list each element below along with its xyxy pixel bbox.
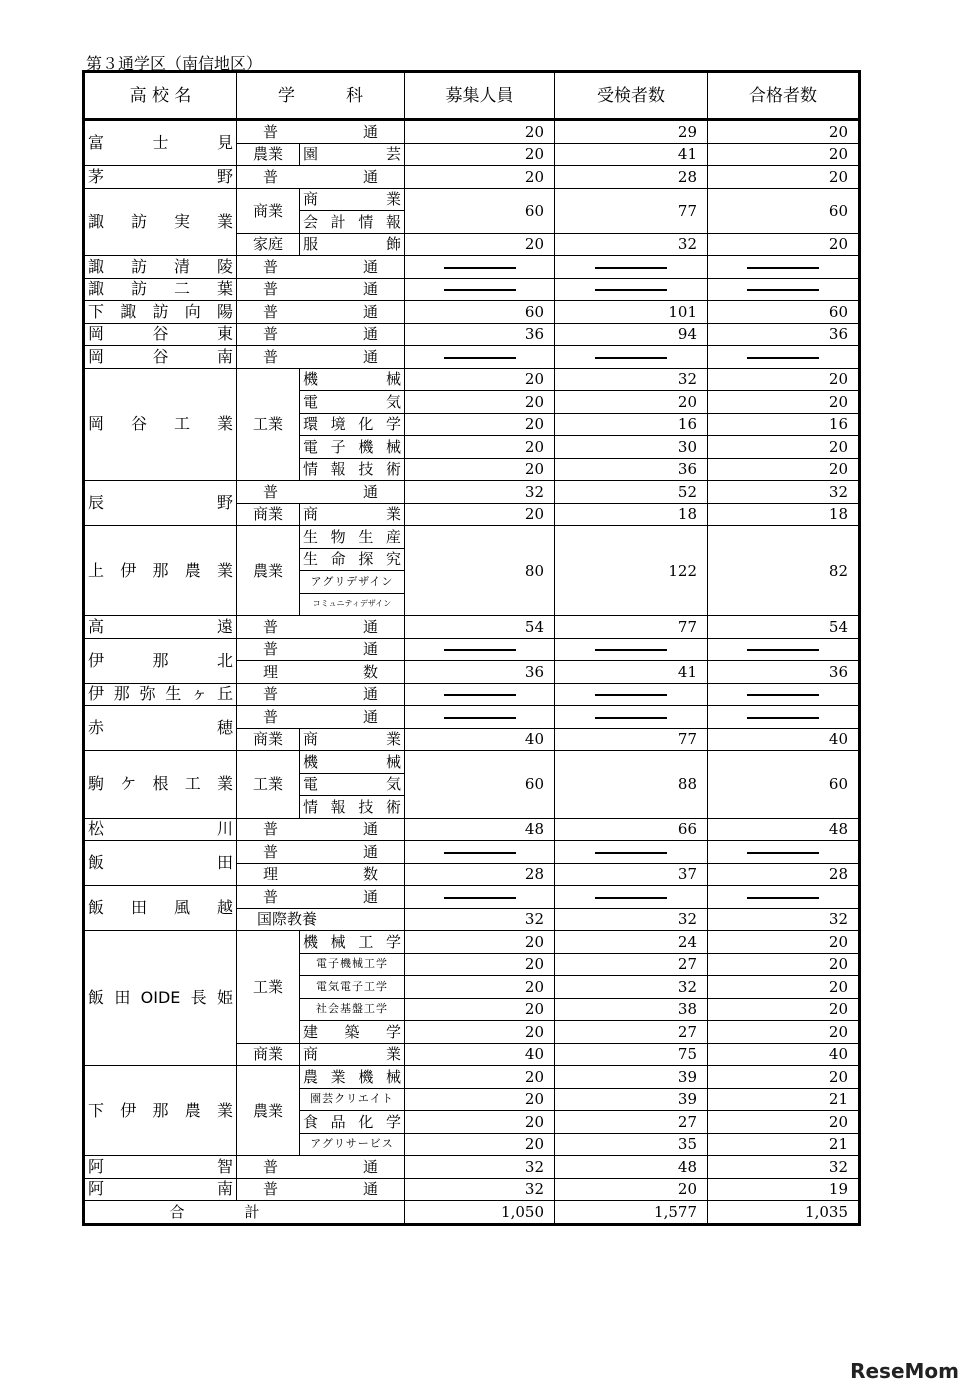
course-name: 普通 xyxy=(237,256,405,279)
applicants-value: 27 xyxy=(555,1021,708,1044)
passed-value: 40 xyxy=(708,728,860,751)
school-name: 下伊那農業 xyxy=(84,1066,237,1156)
applicants-value: 52 xyxy=(555,481,708,504)
dash-line xyxy=(595,694,667,696)
quota-value: 20 xyxy=(405,120,555,144)
applicants-value: 32 xyxy=(555,908,708,931)
quota-value: 20 xyxy=(405,503,555,526)
passed-value: 21 xyxy=(708,1088,860,1111)
quota-none xyxy=(405,256,555,279)
resemom-logo: ReseMom xyxy=(850,1359,959,1383)
dash-line xyxy=(747,357,819,359)
course-name: 普通 xyxy=(237,818,405,841)
passed-value: 60 xyxy=(708,301,860,324)
course-name: 普通 xyxy=(237,166,405,189)
school-name: 飯田風越 xyxy=(84,886,237,931)
table-row xyxy=(84,188,860,211)
applicants-none xyxy=(555,841,708,864)
passed-none xyxy=(708,346,860,369)
passed-none xyxy=(708,706,860,729)
applicants-value: 48 xyxy=(555,1156,708,1179)
applicants-value: 38 xyxy=(555,998,708,1021)
subject-name: 食品化学 xyxy=(300,1111,405,1134)
applicants-value: 32 xyxy=(555,233,708,256)
dash-line xyxy=(444,267,516,269)
quota-value: 32 xyxy=(405,1178,555,1201)
applicants-none xyxy=(555,683,708,706)
dash-line xyxy=(747,649,819,651)
course-name: 家庭 xyxy=(237,233,300,256)
applicants-value: 27 xyxy=(555,1111,708,1134)
passed-value: 20 xyxy=(708,391,860,414)
course-name: 工業 xyxy=(237,368,300,481)
quota-value: 20 xyxy=(405,436,555,459)
quota-value: 60 xyxy=(405,188,555,233)
subject-name: 機械 xyxy=(300,751,405,774)
school-name: 岡谷南 xyxy=(84,346,237,369)
school-name: 赤穂 xyxy=(84,706,237,751)
quota-value: 36 xyxy=(405,661,555,684)
subject-name: 生物生産 xyxy=(300,526,405,549)
quota-value: 60 xyxy=(405,751,555,819)
subject-name: アグリデザイン xyxy=(300,571,405,594)
subject-name: 園芸クリエイト xyxy=(300,1088,405,1111)
applicants-value: 41 xyxy=(555,143,708,166)
passed-value: 32 xyxy=(708,908,860,931)
table-row xyxy=(84,1178,860,1201)
quota-value: 54 xyxy=(405,616,555,639)
subject-name: アグリサービス xyxy=(300,1133,405,1156)
dash-line xyxy=(747,289,819,291)
passed-value: 20 xyxy=(708,1111,860,1134)
applicants-value: 20 xyxy=(555,1178,708,1201)
course-name: 普通 xyxy=(237,706,405,729)
table-row xyxy=(84,301,860,324)
subject-name: 電気 xyxy=(300,773,405,796)
quota-none xyxy=(405,683,555,706)
course-name: 普通 xyxy=(237,1178,405,1201)
passed-value: 20 xyxy=(708,120,860,144)
quota-value: 20 xyxy=(405,998,555,1021)
quota-value: 20 xyxy=(405,166,555,189)
dash-line xyxy=(444,694,516,696)
applicants-value: 16 xyxy=(555,413,708,436)
passed-value: 20 xyxy=(708,976,860,999)
dash-line xyxy=(595,357,667,359)
applicants-value: 20 xyxy=(555,391,708,414)
passed-none xyxy=(708,256,860,279)
applicants-value: 28 xyxy=(555,166,708,189)
applicants-value: 37 xyxy=(555,863,708,886)
quota-value: 20 xyxy=(405,1088,555,1111)
passed-value: 20 xyxy=(708,998,860,1021)
passed-none xyxy=(708,841,860,864)
applicants-value: 122 xyxy=(555,526,708,616)
applicants-none xyxy=(555,706,708,729)
table-row xyxy=(84,931,860,954)
passed-value: 20 xyxy=(708,931,860,954)
course-name: 普通 xyxy=(237,886,405,909)
passed-value: 20 xyxy=(708,233,860,256)
school-name: 辰野 xyxy=(84,481,237,526)
passed-value: 20 xyxy=(708,1021,860,1044)
dash-line xyxy=(595,267,667,269)
applicants-value: 32 xyxy=(555,976,708,999)
quota-value: 20 xyxy=(405,391,555,414)
applicants-value: 77 xyxy=(555,616,708,639)
school-name: 伊那北 xyxy=(84,638,237,683)
table-row xyxy=(84,278,860,301)
table-row xyxy=(84,526,860,549)
table-row xyxy=(84,616,860,639)
passed-value: 19 xyxy=(708,1178,860,1201)
dash-line xyxy=(444,357,516,359)
passed-value: 48 xyxy=(708,818,860,841)
quota-value: 40 xyxy=(405,1043,555,1066)
dash-line xyxy=(595,897,667,899)
school-name: 飯田OIDE長姫 xyxy=(84,931,237,1066)
table-row xyxy=(84,368,860,391)
course-name: 普通 xyxy=(237,683,405,706)
quota-value: 32 xyxy=(405,908,555,931)
subject-name: 電子機械 xyxy=(300,436,405,459)
table-row xyxy=(84,120,860,144)
passed-value: 36 xyxy=(708,661,860,684)
table-row xyxy=(84,481,860,504)
course-name: 普通 xyxy=(237,278,405,301)
passed-value: 18 xyxy=(708,503,860,526)
applicants-value: 94 xyxy=(555,323,708,346)
applicants-value: 30 xyxy=(555,436,708,459)
course-name: 普通 xyxy=(237,323,405,346)
passed-value: 16 xyxy=(708,413,860,436)
passed-value: 20 xyxy=(708,1066,860,1089)
table-row xyxy=(84,1066,860,1089)
subject-name: 電気 xyxy=(300,391,405,414)
passed-value: 82 xyxy=(708,526,860,616)
passed-none xyxy=(708,638,860,661)
quota-value: 36 xyxy=(405,323,555,346)
school-name: 松川 xyxy=(84,818,237,841)
header-course: 学 科 xyxy=(237,72,405,120)
dash-line xyxy=(444,717,516,719)
school-name: 下諏訪向陽 xyxy=(84,301,237,324)
school-name: 富士見 xyxy=(84,120,237,166)
quota-value: 80 xyxy=(405,526,555,616)
quota-value: 20 xyxy=(405,413,555,436)
school-name: 諏訪二葉 xyxy=(84,278,237,301)
school-name: 岡谷工業 xyxy=(84,368,237,481)
page-caption: 第３通学区（南信地区） xyxy=(86,54,263,73)
applicants-none xyxy=(555,256,708,279)
course-name: 工業 xyxy=(237,751,300,819)
subject-name: 会計情報 xyxy=(300,211,405,234)
quota-value: 20 xyxy=(405,1021,555,1044)
course-name: 普通 xyxy=(237,301,405,324)
header-quota: 募集人員 xyxy=(405,72,555,120)
dash-line xyxy=(747,852,819,854)
total-applicants: 1,577 xyxy=(555,1201,708,1225)
dash-line xyxy=(747,717,819,719)
subject-name: 服飾 xyxy=(300,233,405,256)
subject-name: 環境化学 xyxy=(300,413,405,436)
dash-line xyxy=(444,649,516,651)
school-name: 飯田 xyxy=(84,841,237,886)
subject-name: 農業機械 xyxy=(300,1066,405,1089)
applicants-value: 35 xyxy=(555,1133,708,1156)
school-name: 諏訪実業 xyxy=(84,188,237,256)
dash-line xyxy=(444,852,516,854)
applicants-value: 77 xyxy=(555,188,708,233)
dash-line xyxy=(595,717,667,719)
passed-value: 20 xyxy=(708,458,860,481)
applicants-value: 101 xyxy=(555,301,708,324)
total-row xyxy=(84,1201,860,1225)
subject-name: 商業 xyxy=(300,503,405,526)
applicants-value: 29 xyxy=(555,120,708,144)
course-name: 普通 xyxy=(237,120,405,144)
passed-value: 32 xyxy=(708,481,860,504)
course-name: 農業 xyxy=(237,143,300,166)
dash-line xyxy=(747,267,819,269)
dash-line xyxy=(444,897,516,899)
quota-value: 20 xyxy=(405,368,555,391)
table-row xyxy=(84,638,860,661)
school-name: 駒ケ根工業 xyxy=(84,751,237,819)
quota-value: 20 xyxy=(405,931,555,954)
quota-value: 32 xyxy=(405,481,555,504)
passed-value: 20 xyxy=(708,368,860,391)
subject-name: コミュニティデザイン xyxy=(300,593,405,616)
applicants-value: 32 xyxy=(555,368,708,391)
applicants-none xyxy=(555,278,708,301)
subject-name: 電子機械工学 xyxy=(300,953,405,976)
applicants-value: 39 xyxy=(555,1088,708,1111)
subject-name: 社会基盤工学 xyxy=(300,998,405,1021)
passed-value: 36 xyxy=(708,323,860,346)
table-row xyxy=(84,323,860,346)
quota-value: 40 xyxy=(405,728,555,751)
course-name: 普通 xyxy=(237,616,405,639)
quota-none xyxy=(405,841,555,864)
table-row xyxy=(84,751,860,774)
dash-line xyxy=(747,897,819,899)
subject-name: 機械 xyxy=(300,368,405,391)
table-row xyxy=(84,683,860,706)
header-school: 高 校 名 xyxy=(84,72,237,120)
school-name: 伊那弥生ヶ丘 xyxy=(84,683,237,706)
quota-value: 20 xyxy=(405,233,555,256)
passed-value: 54 xyxy=(708,616,860,639)
passed-none xyxy=(708,886,860,909)
subject-name: 電気電子工学 xyxy=(300,976,405,999)
quota-none xyxy=(405,706,555,729)
applicants-value: 18 xyxy=(555,503,708,526)
results-table xyxy=(82,70,861,1226)
table-row xyxy=(84,166,860,189)
applicants-value: 36 xyxy=(555,458,708,481)
header-passed: 合格者数 xyxy=(708,72,860,120)
quota-value: 32 xyxy=(405,1156,555,1179)
course-name: 商業 xyxy=(237,728,300,751)
school-name: 諏訪清陵 xyxy=(84,256,237,279)
course-name: 普通 xyxy=(237,481,405,504)
subject-name: 商業 xyxy=(300,728,405,751)
passed-none xyxy=(708,683,860,706)
school-name: 岡谷東 xyxy=(84,323,237,346)
quota-value: 20 xyxy=(405,458,555,481)
passed-value: 20 xyxy=(708,166,860,189)
quota-value: 20 xyxy=(405,953,555,976)
table-row xyxy=(84,818,860,841)
subject-name: 商業 xyxy=(300,1043,405,1066)
quota-value: 20 xyxy=(405,1066,555,1089)
table-row xyxy=(84,841,860,864)
subject-name: 生命探究 xyxy=(300,548,405,571)
subject-name: 情報技術 xyxy=(300,796,405,819)
course-name: 普通 xyxy=(237,638,405,661)
course-name: 工業 xyxy=(237,931,300,1044)
dash-line xyxy=(444,289,516,291)
school-name: 上伊那農業 xyxy=(84,526,237,616)
quota-value: 48 xyxy=(405,818,555,841)
school-name: 茅野 xyxy=(84,166,237,189)
subject-name: 建築学 xyxy=(300,1021,405,1044)
school-name: 阿南 xyxy=(84,1178,237,1201)
passed-value: 60 xyxy=(708,751,860,819)
table-row xyxy=(84,886,860,909)
table-row xyxy=(84,706,860,729)
course-name: 商業 xyxy=(237,1043,300,1066)
subject-name: 商業 xyxy=(300,188,405,211)
passed-value: 20 xyxy=(708,953,860,976)
total-quota: 1,050 xyxy=(405,1201,555,1225)
passed-value: 20 xyxy=(708,436,860,459)
dash-line xyxy=(595,649,667,651)
quota-none xyxy=(405,886,555,909)
header-applicants: 受検者数 xyxy=(555,72,708,120)
passed-value: 60 xyxy=(708,188,860,233)
school-name: 阿智 xyxy=(84,1156,237,1179)
course-name: 普通 xyxy=(237,1156,405,1179)
course-name: 商業 xyxy=(237,188,300,233)
quota-value: 20 xyxy=(405,1111,555,1134)
course-name: 農業 xyxy=(237,526,300,616)
subject-name: 機械工学 xyxy=(300,931,405,954)
dash-line xyxy=(747,694,819,696)
course-name: 農業 xyxy=(237,1066,300,1156)
table-row xyxy=(84,346,860,369)
quota-value: 20 xyxy=(405,1133,555,1156)
passed-value: 28 xyxy=(708,863,860,886)
applicants-value: 27 xyxy=(555,953,708,976)
subject-name: 情報技術 xyxy=(300,458,405,481)
applicants-none xyxy=(555,346,708,369)
applicants-none xyxy=(555,638,708,661)
applicants-value: 39 xyxy=(555,1066,708,1089)
subject-name: 園芸 xyxy=(300,143,405,166)
quota-value: 60 xyxy=(405,301,555,324)
course-name: 普通 xyxy=(237,841,405,864)
applicants-value: 75 xyxy=(555,1043,708,1066)
quota-value: 20 xyxy=(405,976,555,999)
school-name: 高遠 xyxy=(84,616,237,639)
applicants-value: 24 xyxy=(555,931,708,954)
header-row xyxy=(84,72,860,120)
quota-value: 20 xyxy=(405,143,555,166)
quota-value: 28 xyxy=(405,863,555,886)
applicants-value: 66 xyxy=(555,818,708,841)
course-name: 商業 xyxy=(237,503,300,526)
course-name: 理数 xyxy=(237,863,405,886)
dash-line xyxy=(595,852,667,854)
total-passed: 1,035 xyxy=(708,1201,860,1225)
table-row xyxy=(84,1156,860,1179)
quota-none xyxy=(405,278,555,301)
total-label: 合計 xyxy=(84,1201,405,1225)
applicants-value: 88 xyxy=(555,751,708,819)
passed-value: 20 xyxy=(708,143,860,166)
table-row xyxy=(84,256,860,279)
course-name: 理数 xyxy=(237,661,405,684)
applicants-value: 77 xyxy=(555,728,708,751)
passed-value: 40 xyxy=(708,1043,860,1066)
course-name: 普通 xyxy=(237,346,405,369)
quota-none xyxy=(405,638,555,661)
dash-line xyxy=(595,289,667,291)
course-name: 国際教養 xyxy=(237,908,405,931)
applicants-value: 41 xyxy=(555,661,708,684)
passed-none xyxy=(708,278,860,301)
quota-none xyxy=(405,346,555,369)
passed-value: 21 xyxy=(708,1133,860,1156)
applicants-none xyxy=(555,886,708,909)
passed-value: 32 xyxy=(708,1156,860,1179)
